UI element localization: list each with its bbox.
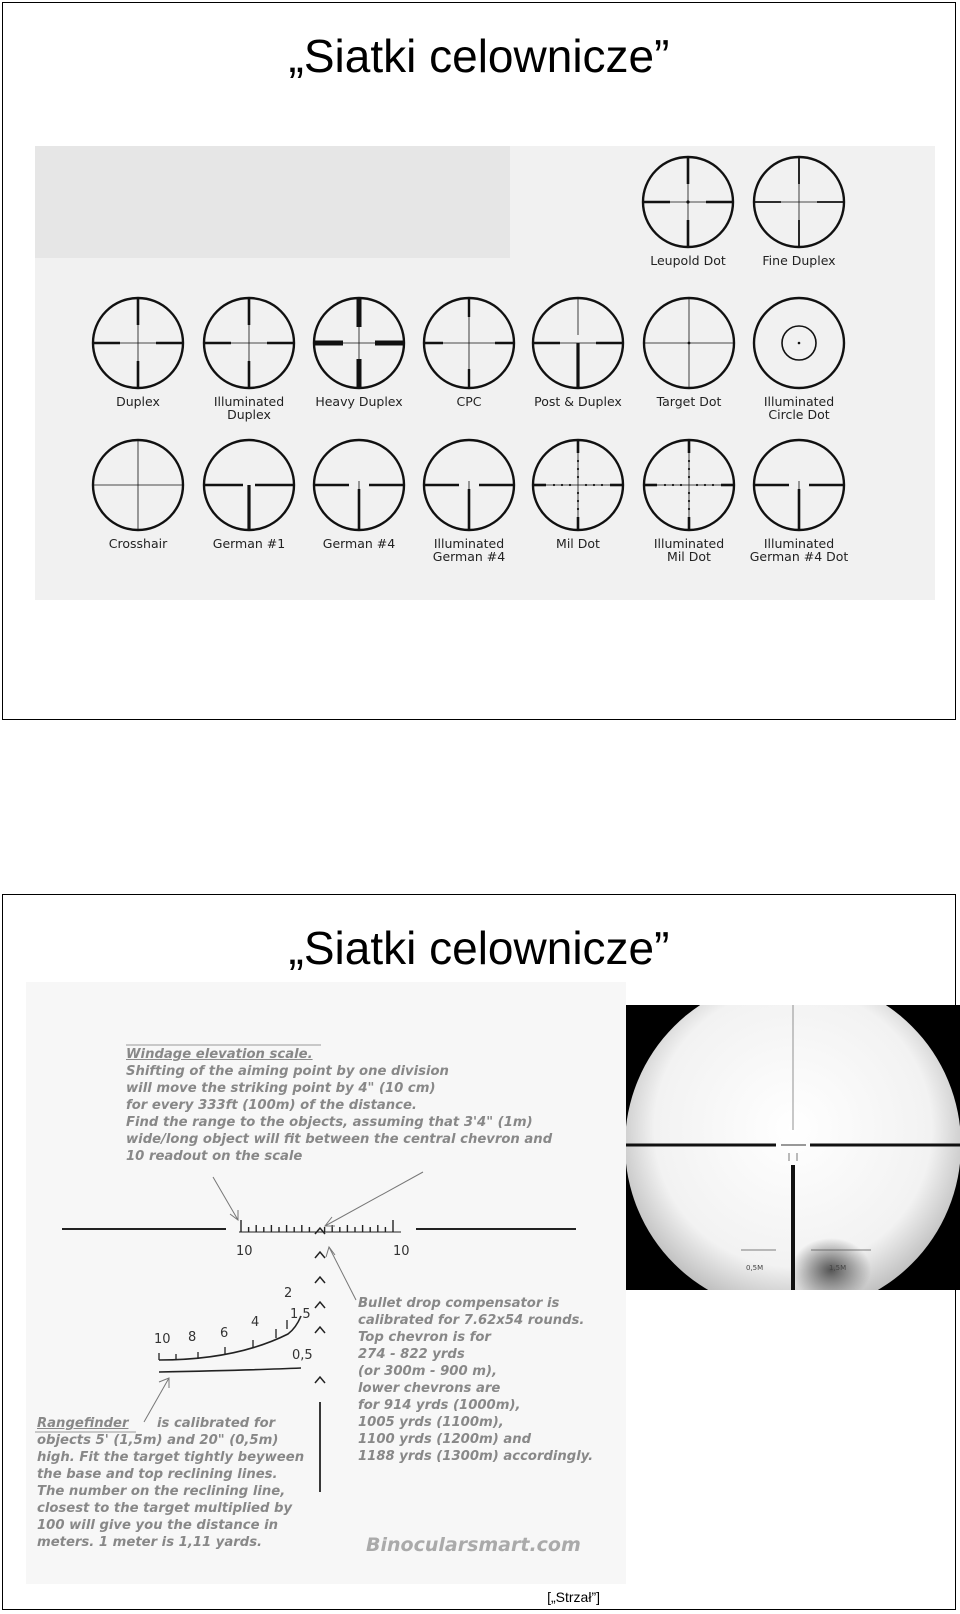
bdc-text: Bullet drop compensator is calibrated for 7.62x54 rounds. Top chevron is for 274 - 822 yrds (or 300m - 900 m), lower chevrons are for 914 yrds (1000m), 1005 yrds (1100m), 1100 yrds (1200m) and 1188 yrds (1300m) accordingly. (358, 1296, 594, 1464)
chevron-mark (315, 1327, 325, 1333)
reticle-cpc-diagram (421, 295, 517, 391)
rangefinder-text-first: is calibrated for (157, 1416, 276, 1431)
brand-watermark: Binocularsmart.com (366, 1534, 581, 1556)
reticle-label: German #1 (212, 536, 286, 551)
chevron-mark (315, 1277, 325, 1283)
reticle-duplex (83, 295, 193, 408)
reticle-label: Fine Duplex (762, 253, 836, 268)
reticle-label: CPC (456, 394, 482, 409)
reticle-post-duplex (523, 295, 633, 408)
reticle-german4 (304, 437, 414, 550)
source-credit: [„Strzał”] (547, 1589, 600, 1605)
reticle-chart (35, 146, 935, 600)
rangefinder-text: objects 5' (1,5m) and 20" (0,5m) high. Fit the target tightly beyween the base and top reclining lines. The number on the reclining line, closest to the target multiplied by 100 will give you the distance in meters. 1 meter is 1,11 yards. (37, 1433, 305, 1550)
reticle-german4-diagram (751, 437, 847, 533)
reticle-german4-diagram (311, 437, 407, 533)
reticle-mildot (523, 437, 633, 550)
reticle-german4-diagram (421, 437, 517, 533)
reticle-label: Illuminated Duplex (213, 394, 285, 422)
rf-label-10: 10 (154, 1332, 171, 1347)
slide-title: „Siatki celownicze” (288, 30, 670, 82)
reticle-duplex-diagram (90, 295, 186, 391)
reticle-circle-dot-diagram (751, 295, 847, 391)
reticle-heavy (304, 295, 414, 408)
reticle-diagram (26, 982, 626, 1584)
scope-view (626, 1005, 960, 1290)
reticle-cpc (414, 295, 524, 408)
windage-heading: Windage elevation scale. (126, 1047, 313, 1062)
reticle-mildot-diagram (530, 437, 626, 533)
reticle-mildot-diagram (641, 437, 737, 533)
rf-label-0-5: 0,5 (292, 1348, 313, 1363)
reticle-post-duplex-diagram (530, 295, 626, 391)
reticle-target-dot-diagram (641, 295, 737, 391)
reticle-crosshair (83, 437, 193, 550)
slide-1 (2, 2, 956, 720)
reticle-label: Illuminated German #4 (432, 536, 506, 564)
chevron-mark (315, 1252, 325, 1258)
reticle-label: German #4 (322, 536, 396, 551)
reticle-fine-duplex (744, 154, 854, 267)
scale-left-label: 10 (236, 1244, 253, 1259)
reticle-crosshair-diagram (90, 437, 186, 533)
reticle-german4 (414, 437, 524, 563)
rf-label-6: 6 (220, 1326, 229, 1341)
reticle-label: Post & Duplex (534, 394, 622, 409)
reticle-label: Illuminated Circle Dot (763, 394, 835, 422)
scale-right-label: 10 (393, 1244, 410, 1259)
slide-2 (2, 894, 956, 1610)
chevron-mark (315, 1302, 325, 1308)
reticle-label: Target Dot (656, 394, 722, 409)
reticle-dot (633, 154, 743, 267)
reticle-label: Leupold Dot (650, 253, 726, 268)
scope-label-1-5: 1,5M (829, 1264, 847, 1272)
reticle-fine-duplex-diagram (751, 154, 847, 250)
reticle-mildot (634, 437, 744, 563)
rangefinder-heading: Rangefinder (37, 1416, 129, 1431)
blank-area (35, 146, 510, 258)
reticle-circle-dot (744, 295, 854, 421)
reticle-german1 (194, 437, 304, 550)
rf-label-2: 2 (284, 1286, 293, 1301)
reticle-heavy-diagram (311, 295, 407, 391)
windage-text: Shifting of the aiming point by one division will move the striking point by 4" (10 cm) for every 333ft (100m) of the distance. Find the range to the objects, assuming that 3'4" (1m) wide/long object will fit between the central chevron and 10 readout on the scale (126, 1064, 553, 1164)
reticle-label: Illuminated German #4 Dot (749, 536, 849, 564)
reticle-label: Illuminated Mil Dot (653, 536, 725, 564)
reticle-label: Crosshair (108, 536, 168, 551)
rf-label-8: 8 (188, 1330, 197, 1345)
rf-label-4: 4 (251, 1315, 260, 1330)
chevron-mark (315, 1377, 325, 1383)
scope-label-0-5: 0,5M (746, 1264, 764, 1272)
reticle-label: Duplex (116, 394, 160, 409)
reticle-label: Mil Dot (556, 536, 600, 551)
reticle-german1-diagram (201, 437, 297, 533)
reticle-duplex (194, 295, 304, 421)
reticle-duplex-diagram (201, 295, 297, 391)
scope-photo (626, 1005, 960, 1290)
slide-title: „Siatki celownicze” (288, 922, 670, 974)
reticle-german4 (744, 437, 854, 563)
reticle-dot-diagram (640, 154, 736, 250)
reticle-target-dot (634, 295, 744, 408)
rf-label-1-5: 1,5 (290, 1307, 311, 1322)
reticle-label: Heavy Duplex (315, 394, 403, 409)
